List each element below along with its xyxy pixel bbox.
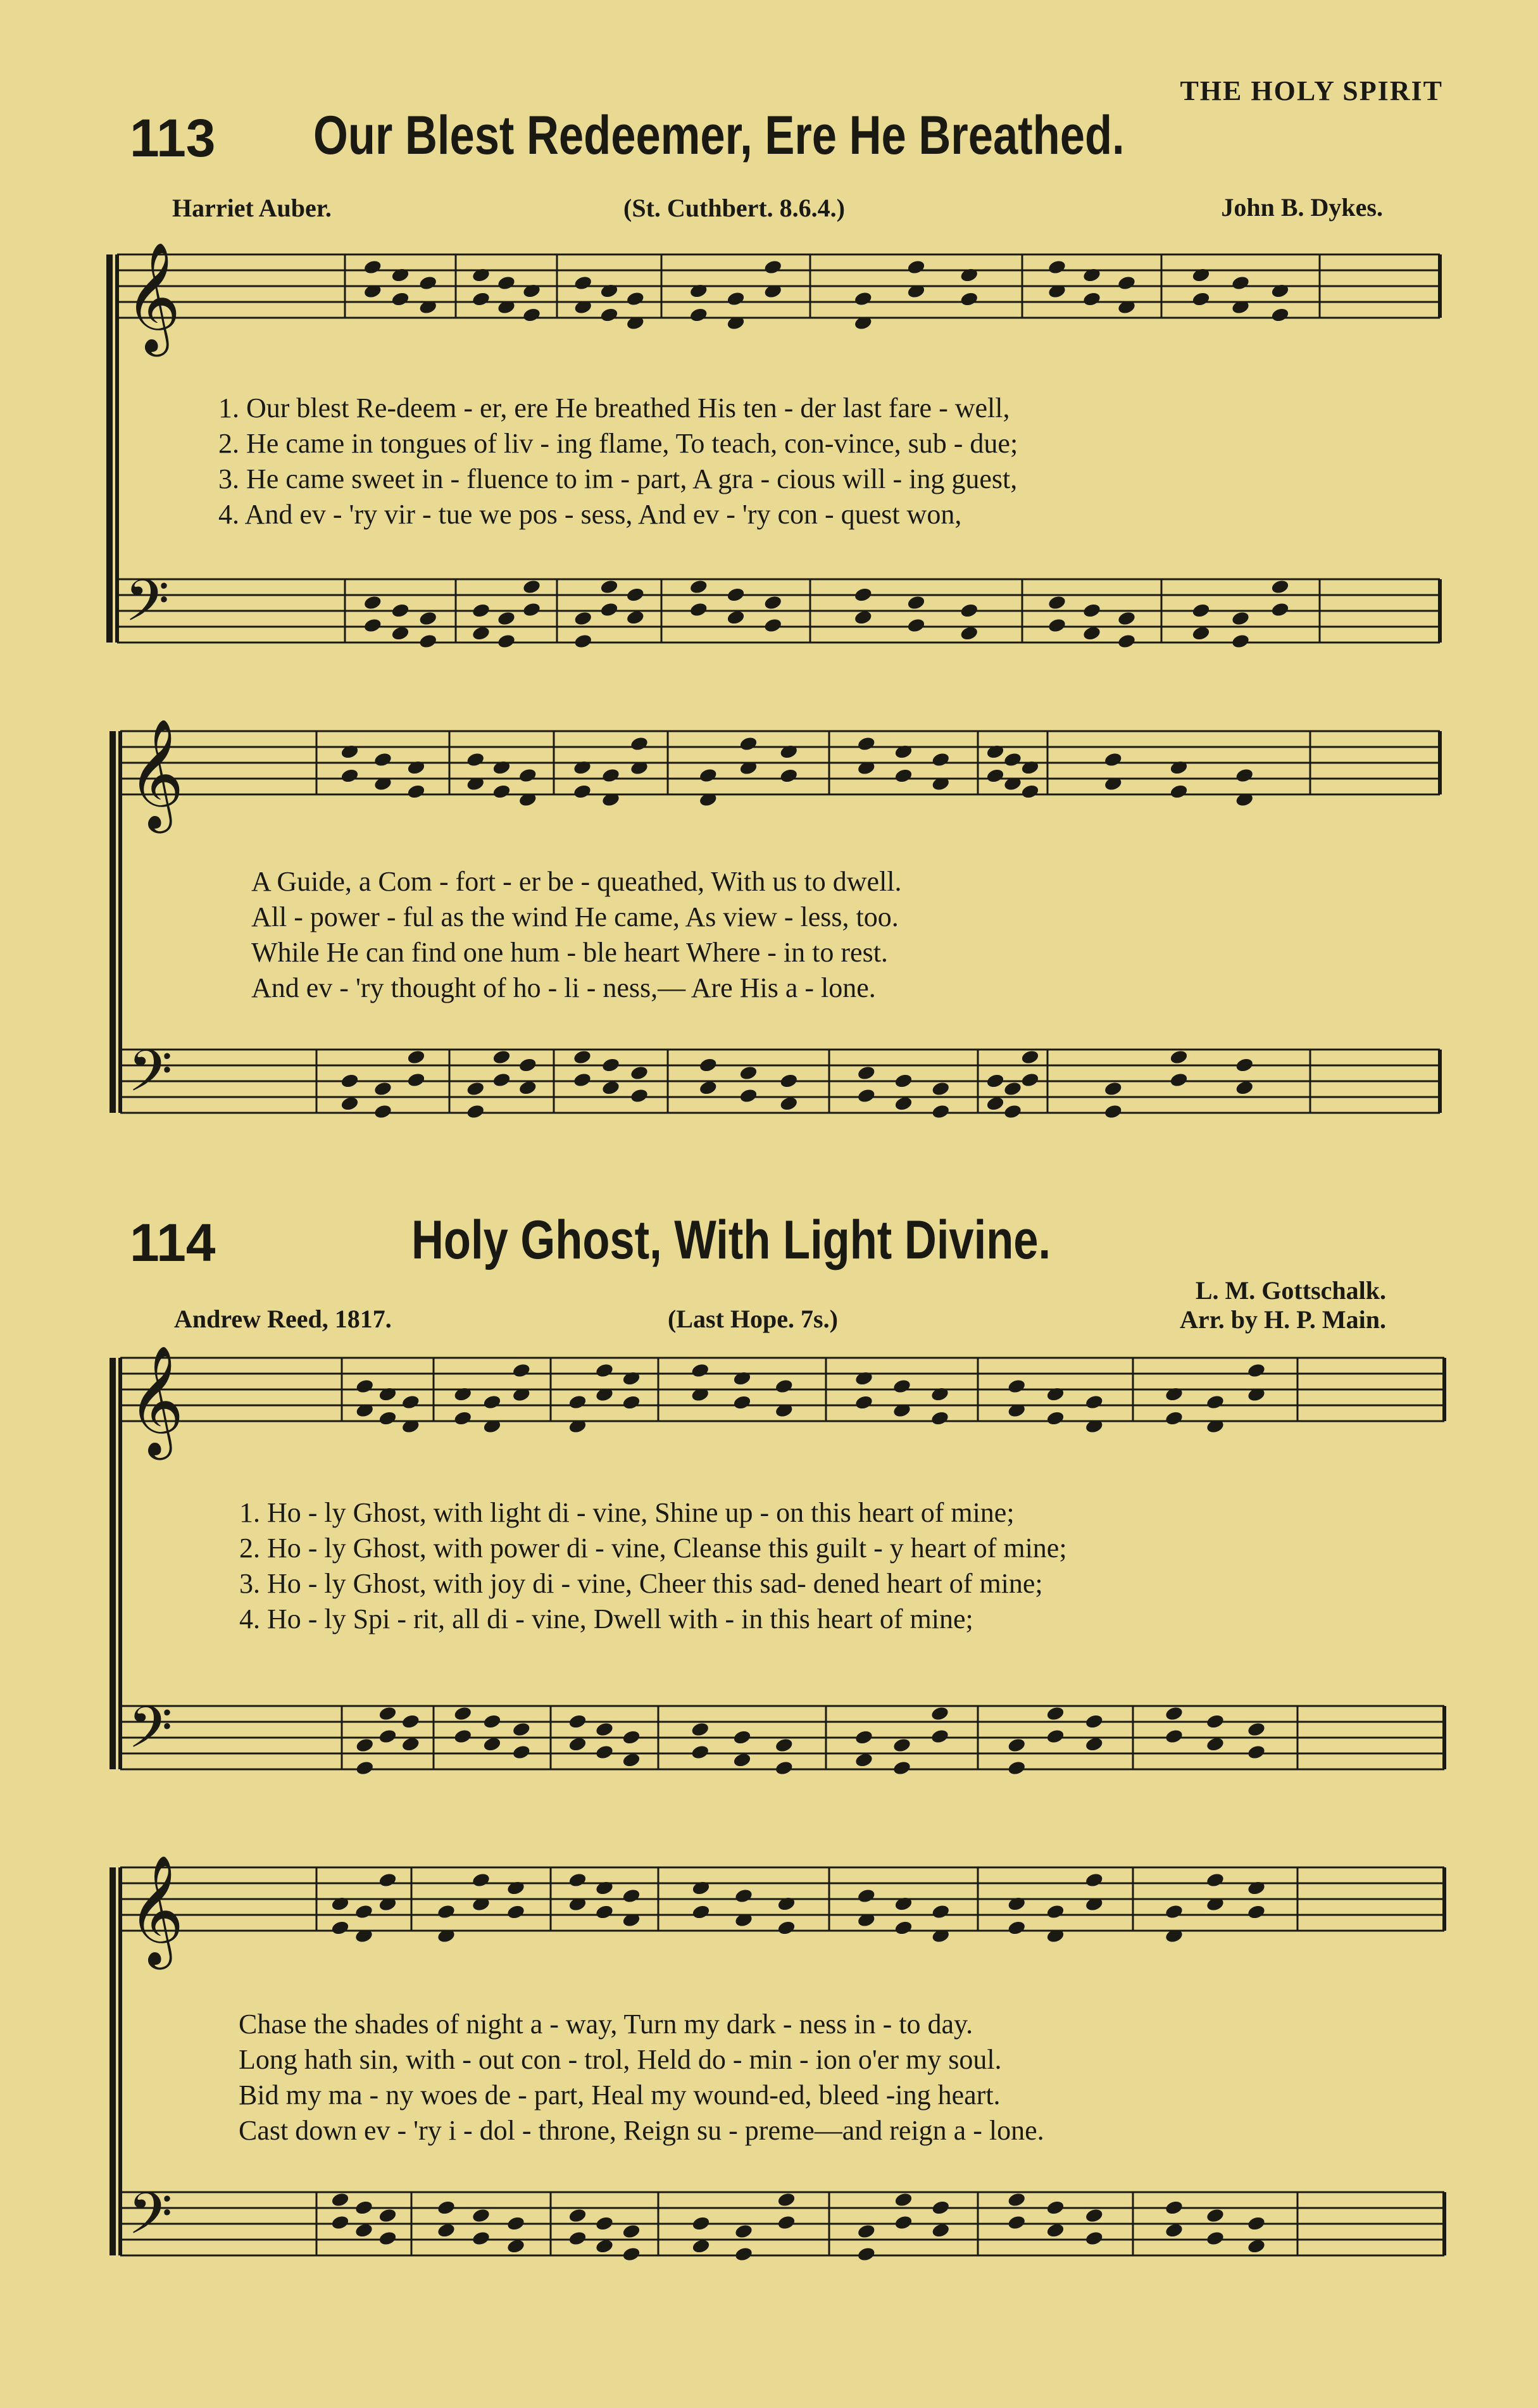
note-head — [472, 291, 491, 308]
note-head — [931, 2200, 951, 2216]
note-head — [894, 2214, 913, 2231]
note-head — [1247, 1721, 1266, 1738]
note-head — [453, 1386, 473, 1403]
hymn-113-system2-lyrics — [251, 864, 902, 1006]
note-head — [506, 1880, 526, 1897]
note-head — [330, 2192, 350, 2208]
treble-clef: 𝄞 — [128, 718, 184, 829]
note-head — [774, 1737, 794, 1753]
note-head — [406, 760, 426, 776]
note-head — [378, 2207, 397, 2224]
note-head — [330, 1896, 350, 1912]
note-head — [1103, 751, 1123, 768]
note-head — [1270, 579, 1290, 595]
note-head — [1169, 784, 1189, 800]
note-head — [1206, 2207, 1225, 2224]
note-head — [698, 1057, 718, 1074]
lyric-line: Long hath sin, with - out con - trol, Held do - min - ion o'er my soul. — [239, 2044, 1002, 2075]
note-head — [330, 1920, 350, 1936]
note-head — [511, 1362, 531, 1379]
note-head — [774, 1760, 794, 1776]
note-head — [906, 617, 926, 634]
note-head — [497, 610, 516, 627]
note-head — [497, 633, 516, 649]
note-head — [595, 2216, 615, 2232]
treble-clef: 𝄞 — [128, 1345, 184, 1455]
note-head — [391, 291, 410, 308]
note-head — [1047, 617, 1067, 634]
note-head — [599, 601, 619, 618]
hymn-113-system1-lyrics — [218, 391, 1018, 532]
note-head — [391, 267, 410, 284]
note-head — [931, 1081, 951, 1097]
note-head — [777, 1920, 796, 1936]
note-head — [906, 259, 926, 275]
lyric-line: 1. Our blest Re-deem - er, ere He breathed His ten - der last fare - well, — [218, 392, 1010, 423]
note-head — [568, 1714, 587, 1730]
note-head — [856, 2246, 876, 2262]
hymn-113-title: Our Blest Redeemer, Ere He Breathed. — [313, 105, 1125, 166]
note-head — [930, 1705, 950, 1722]
note-head — [739, 1065, 758, 1081]
note-head — [472, 603, 491, 619]
note-head — [472, 1872, 491, 1888]
note-head — [511, 1721, 531, 1738]
note-head — [853, 291, 873, 307]
note-head — [599, 579, 619, 595]
note-head — [406, 784, 426, 800]
treble-clef: 𝄞 — [125, 242, 181, 352]
note-head — [354, 2200, 374, 2216]
note-head — [401, 1394, 420, 1410]
bass-clef: 𝄢 — [125, 567, 170, 648]
lyric-line: Cast down ev - 'ry i - dol - throne, Reign su - preme—and reign a - lone. — [239, 2115, 1044, 2146]
lyric-line: Bid my ma - ny woes de - part, Heal my wound-ed, bleed -ing heart. — [239, 2079, 1001, 2110]
note-head — [1191, 291, 1211, 308]
note-head — [1270, 283, 1290, 299]
note-head — [573, 760, 592, 776]
note-head — [466, 1103, 485, 1120]
note-head — [931, 1903, 951, 1920]
note-head — [931, 751, 951, 768]
note-head — [698, 767, 718, 784]
note-head — [930, 1410, 950, 1427]
note-head — [518, 1057, 537, 1074]
note-head — [1206, 1714, 1225, 1730]
note-head — [1007, 1896, 1027, 1912]
note-head — [1007, 1378, 1027, 1395]
note-head — [355, 1737, 375, 1753]
note-head — [691, 1880, 711, 1897]
lyric-line: All - power - ful as the wind He came, As view - less, too. — [251, 901, 899, 932]
note-head — [622, 1729, 641, 1746]
note-head — [734, 2246, 754, 2262]
note-head — [568, 1394, 587, 1410]
note-head — [1103, 1081, 1123, 1097]
note-head — [595, 1744, 615, 1760]
note-head — [568, 1872, 587, 1888]
note-head — [1165, 1705, 1184, 1722]
note-head — [985, 1073, 1005, 1089]
note-head — [340, 744, 359, 760]
note-head — [573, 1072, 592, 1088]
note-head — [1046, 2200, 1065, 2216]
note-head — [601, 1057, 621, 1074]
note-head — [1169, 760, 1189, 776]
note-head — [1020, 1072, 1040, 1088]
note-head — [1007, 1737, 1027, 1753]
note-head — [1047, 259, 1067, 275]
lyric-line: While He can find one hum - ble heart Where - in to rest. — [251, 937, 888, 968]
hymn-114-system2-lyrics — [239, 2007, 1044, 2148]
note-head — [482, 1714, 502, 1730]
note-head — [497, 275, 516, 291]
note-head — [373, 751, 393, 768]
note-head — [418, 610, 438, 627]
note-head — [960, 291, 979, 308]
note-head — [511, 1744, 531, 1760]
note-head — [492, 1072, 511, 1088]
note-head — [568, 2207, 587, 2224]
bass-clef: 𝄢 — [128, 1038, 173, 1119]
note-head — [1169, 1072, 1189, 1088]
note-head — [492, 760, 511, 776]
note-head — [599, 307, 619, 323]
note-head — [1003, 751, 1023, 768]
note-head — [595, 1880, 615, 1897]
note-head — [568, 2230, 587, 2247]
note-head — [1247, 1904, 1266, 1921]
note-head — [378, 1410, 397, 1427]
note-head — [522, 579, 542, 595]
note-head — [763, 594, 783, 611]
note-head — [573, 275, 593, 291]
note-head — [1165, 1410, 1184, 1427]
note-head — [522, 283, 542, 299]
note-head — [1117, 633, 1137, 649]
note-head — [466, 1081, 485, 1097]
note-head — [763, 617, 783, 634]
note-head — [1231, 275, 1251, 291]
note-head — [930, 1386, 950, 1403]
note-head — [418, 275, 438, 291]
note-head — [854, 1395, 874, 1411]
note-head — [856, 736, 876, 752]
note-head — [340, 768, 359, 784]
note-head — [779, 1073, 799, 1089]
note-head — [466, 751, 485, 768]
note-head — [726, 587, 746, 603]
note-head — [960, 603, 979, 619]
note-head — [689, 579, 708, 595]
note-head — [1084, 1714, 1104, 1730]
lyric-line: 3. Ho - ly Ghost, with joy di - vine, Cheer this sad- dened heart of mine; — [239, 1568, 1043, 1599]
note-head — [894, 1920, 913, 1936]
note-head — [732, 1395, 752, 1411]
note-head — [763, 259, 783, 275]
note-head — [595, 1362, 615, 1379]
note-head — [363, 594, 382, 611]
note-head — [689, 283, 708, 299]
note-head — [894, 1073, 913, 1089]
note-head — [1206, 1394, 1225, 1410]
note-head — [625, 587, 645, 603]
note-head — [1117, 610, 1137, 627]
note-head — [518, 767, 537, 784]
note-head — [622, 2246, 641, 2262]
note-head — [1247, 1362, 1266, 1379]
note-head — [599, 283, 619, 299]
note-head — [689, 601, 708, 618]
note-head — [622, 1395, 641, 1411]
note-head — [1191, 603, 1211, 619]
lyric-line: A Guide, a Com - fort - er be - queathed, With us to dwell. — [251, 866, 902, 897]
note-head — [630, 1065, 649, 1081]
note-head — [1020, 1049, 1040, 1065]
note-head — [378, 1872, 397, 1888]
composer-line: John B. Dykes. — [1221, 193, 1383, 222]
note-head — [1084, 1872, 1104, 1888]
note-head — [1007, 1760, 1027, 1776]
lyric-line: 2. He came in tongues of liv - ing flame, To teach, con-vince, sub - due; — [218, 428, 1018, 459]
note-head — [734, 2223, 754, 2240]
note-head — [1046, 1705, 1065, 1722]
note-head — [1084, 2207, 1104, 2224]
note-head — [373, 1081, 393, 1097]
note-head — [1103, 1103, 1123, 1120]
note-head — [355, 1760, 375, 1776]
note-head — [437, 2200, 456, 2216]
note-head — [1003, 1103, 1023, 1120]
note-head — [985, 744, 1005, 760]
note-head — [378, 1728, 397, 1745]
note-head — [373, 1103, 393, 1120]
note-head — [573, 1049, 592, 1065]
lyric-line: 2. Ho - ly Ghost, with power di - vine, Cleanse this guilt - y heart of mine; — [239, 1533, 1067, 1564]
lyric-line: 1. Ho - ly Ghost, with light di - vine, Shine up - on this heart of mine; — [239, 1497, 1015, 1528]
note-head — [906, 594, 926, 611]
note-head — [960, 267, 979, 284]
note-head — [691, 1362, 710, 1379]
note-head — [573, 610, 593, 627]
note-head — [856, 2223, 876, 2240]
note-head — [739, 1088, 758, 1104]
note-head — [1084, 1394, 1104, 1410]
note-head — [522, 601, 542, 618]
note-head — [894, 1896, 913, 1912]
note-head — [330, 2214, 350, 2231]
lyric-line: Chase the shades of night a - way, Turn my dark - ness in - to day. — [239, 2009, 973, 2040]
note-head — [892, 1760, 912, 1776]
note-head — [691, 2216, 711, 2232]
note-head — [378, 1705, 397, 1722]
note-head — [622, 1370, 641, 1387]
note-head — [1020, 760, 1040, 776]
note-head — [854, 1729, 874, 1746]
note-head — [625, 291, 645, 307]
note-head — [1084, 2230, 1104, 2247]
note-head — [1082, 603, 1102, 619]
note-head — [1247, 1880, 1266, 1897]
note-head — [1270, 601, 1290, 618]
note-head — [856, 1088, 876, 1104]
hymn-114-tune: (Last Hope. 7s.) — [668, 1305, 838, 1333]
note-head — [1169, 1049, 1189, 1065]
note-head — [401, 1714, 420, 1730]
note-head — [595, 1904, 615, 1921]
note-head — [777, 1896, 796, 1912]
note-head — [726, 291, 746, 307]
note-head — [1206, 1872, 1225, 1888]
note-head — [777, 2214, 796, 2231]
note-head — [854, 1370, 874, 1387]
note-head — [378, 2230, 397, 2247]
note-head — [894, 744, 913, 760]
note-head — [1082, 291, 1102, 308]
note-head — [1047, 594, 1067, 611]
note-head — [622, 2223, 641, 2240]
note-head — [601, 767, 621, 784]
note-head — [453, 1705, 473, 1722]
note-head — [1020, 784, 1040, 800]
note-head — [363, 259, 382, 275]
note-head — [1117, 275, 1137, 291]
note-head — [1235, 1057, 1254, 1074]
note-head — [453, 1410, 473, 1427]
hymn-114-author: Andrew Reed, 1817. — [174, 1305, 392, 1333]
note-head — [1046, 1903, 1065, 1920]
note-head — [732, 1729, 752, 1746]
note-head — [492, 784, 511, 800]
running-head: THE HOLY SPIRIT — [1180, 75, 1443, 106]
note-head — [472, 2230, 491, 2247]
hymn-114-number: 114 — [130, 1213, 216, 1272]
note-head — [894, 768, 913, 784]
note-head — [856, 1065, 876, 1081]
note-head — [391, 603, 410, 619]
note-head — [1003, 1081, 1023, 1097]
note-head — [779, 744, 799, 760]
note-head — [406, 1049, 426, 1065]
note-head — [734, 1888, 754, 1904]
note-head — [573, 784, 592, 800]
note-head — [622, 1888, 641, 1904]
note-head — [506, 2216, 526, 2232]
note-head — [689, 307, 708, 323]
note-head — [1247, 1744, 1266, 1760]
note-head — [406, 1072, 426, 1088]
lyric-line: 4. And ev - 'ry vir - tue we pos - sess, And ev - 'ry con - quest won, — [218, 499, 962, 530]
note-head — [1247, 2216, 1266, 2232]
note-head — [355, 1378, 375, 1395]
note-head — [1206, 2230, 1225, 2247]
note-head — [1231, 633, 1251, 649]
note-head — [1270, 307, 1290, 323]
note-head — [774, 1378, 794, 1395]
note-head — [492, 1049, 511, 1065]
note-head — [1191, 267, 1211, 284]
bass-clef: 𝄢 — [128, 2180, 173, 2261]
note-head — [378, 1386, 397, 1403]
note-head — [437, 1903, 456, 1920]
note-head — [739, 736, 758, 752]
lyric-line: 3. He came sweet in - fluence to im - part, A gra - cious will - ing guest, — [218, 463, 1018, 494]
note-head — [985, 768, 1005, 784]
composer-line: L. M. Gottschalk. — [1195, 1276, 1386, 1305]
hymn-113-author: Harriet Auber. — [172, 194, 332, 222]
lyric-line: 4. Ho - ly Spi - rit, all di - vine, Dwell with - in this heart of mine; — [239, 1603, 973, 1634]
note-head — [853, 587, 873, 603]
note-head — [892, 1378, 912, 1395]
note-head — [472, 267, 491, 284]
note-head — [931, 1103, 951, 1120]
note-head — [453, 1728, 473, 1745]
note-head — [1046, 1410, 1065, 1427]
note-head — [418, 633, 438, 649]
note-head — [1165, 2200, 1184, 2216]
bass-clef: 𝄢 — [128, 1694, 173, 1775]
note-head — [595, 1721, 615, 1738]
note-head — [1007, 2192, 1027, 2208]
note-head — [691, 1721, 710, 1738]
note-head — [1082, 267, 1102, 284]
note-head — [1165, 1728, 1184, 1745]
note-head — [1046, 1386, 1065, 1403]
note-head — [630, 736, 649, 752]
note-head — [340, 1073, 359, 1089]
note-head — [482, 1394, 502, 1410]
lyric-line: And ev - 'ry thought of ho - li - ness,— Are His a - lone. — [251, 972, 876, 1003]
note-head — [1165, 1903, 1184, 1920]
hymn-113-tune: (St. Cuthbert. 8.6.4.) — [623, 194, 845, 222]
note-head — [1231, 610, 1251, 627]
note-head — [779, 768, 799, 784]
note-head — [354, 1903, 374, 1920]
note-head — [573, 633, 593, 649]
hymn-114-system1-lyrics — [239, 1495, 1067, 1637]
hymn-114-title: Holy Ghost, With Light Divine. — [411, 1210, 1051, 1270]
note-head — [1235, 767, 1254, 784]
hymn-113-number: 113 — [130, 108, 216, 168]
note-head — [930, 1728, 950, 1745]
note-head — [856, 1888, 876, 1904]
note-head — [630, 1088, 649, 1104]
note-head — [691, 1744, 710, 1760]
note-head — [892, 1737, 912, 1753]
note-head — [777, 2192, 796, 2208]
note-head — [1165, 1386, 1184, 1403]
note-head — [1046, 1728, 1065, 1745]
note-head — [506, 1904, 526, 1921]
treble-clef: 𝄞 — [128, 1855, 184, 1965]
note-head — [522, 307, 542, 323]
note-head — [894, 2192, 913, 2208]
note-head — [732, 1370, 752, 1387]
composer-line: Arr. by H. P. Main. — [1180, 1305, 1386, 1334]
note-head — [1007, 2214, 1027, 2231]
note-head — [472, 2207, 491, 2224]
note-head — [1007, 1920, 1027, 1936]
note-head — [691, 1904, 711, 1921]
note-head — [363, 617, 382, 634]
